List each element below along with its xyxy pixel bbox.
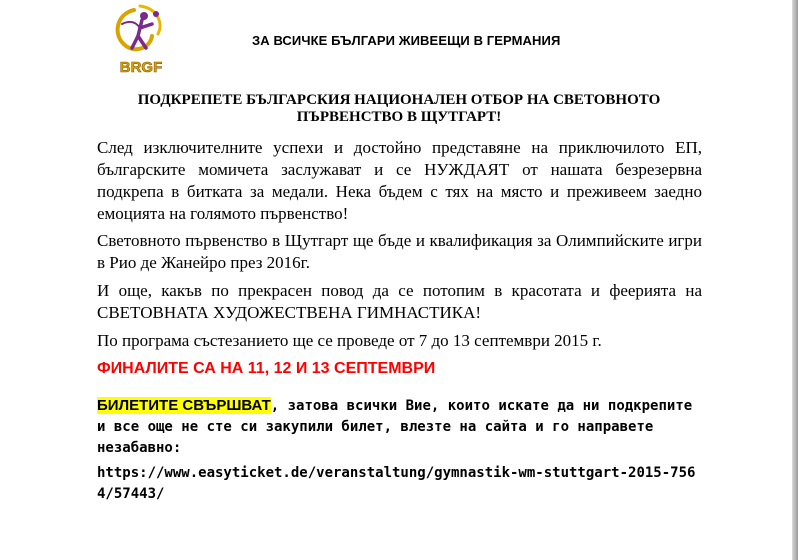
subtitle-line-1: ПОДКРЕПЕТЕ БЪЛГАРСКИЯ НАЦИОНАЛЕН ОТБОР НА СВЕТОВНОТО (137, 92, 661, 108)
paragraph-schedule: По програма състезанието ще се проведе от 7 до 13 септември 2015 г. (97, 331, 602, 350)
finals-dates: ФИНАЛИТЕ СА НА 11, 12 И 13 СЕПТЕМВРИ (97, 360, 436, 377)
page-edge-shadow (792, 0, 798, 560)
tickets-highlight: БИЛЕТИТЕ СВЪРШВАТ (97, 397, 271, 414)
paragraph-qualification: Световното първенство в Щутгарт ще бъде и квалификация за Олимпийските игри в Рио де Жанейро през 2016г. (97, 231, 702, 272)
brgf-logo (104, 2, 178, 78)
svg-text:BRGF: BRGF (119, 59, 163, 76)
paragraph-achievements: След изключителните успехи и достойно представяне на приключилото ЕП, българските момичета заслужават и се НУЖДАЯТ от нашата безрезервна подкрепа в битката за медали. Нека бъдем с тях на място и преживеем заедно емоцията на голямото първенство! (97, 138, 702, 223)
tickets-text: , затова всички Вие, които искате да ни подкрепите и все още не сте си закупили билет, влезте на сайта и го направете незабавно: (97, 398, 693, 456)
paragraph-occasion: И още, какъв по прекрасен повод да се потопим в красотата и феерията на СВЕТОВНАТА ХУДОЖЕСТВЕНА ГИМНАСТИКА! (97, 281, 702, 322)
header-title: ЗА ВСИЧКЕ БЪЛГАРИ ЖИВЕЕЩИ В ГЕРМАНИЯ (252, 33, 561, 48)
ticket-link[interactable]: https://www.easyticket.de/veranstaltung/gymnastik-wm-stuttgart-2015-7564/57443/ (97, 465, 696, 502)
tickets-paragraph (97, 395, 697, 459)
subtitle (96, 92, 702, 126)
subtitle-line-2: ПЪРВЕНСТВО В ЩУТГАРТ! (296, 109, 502, 125)
